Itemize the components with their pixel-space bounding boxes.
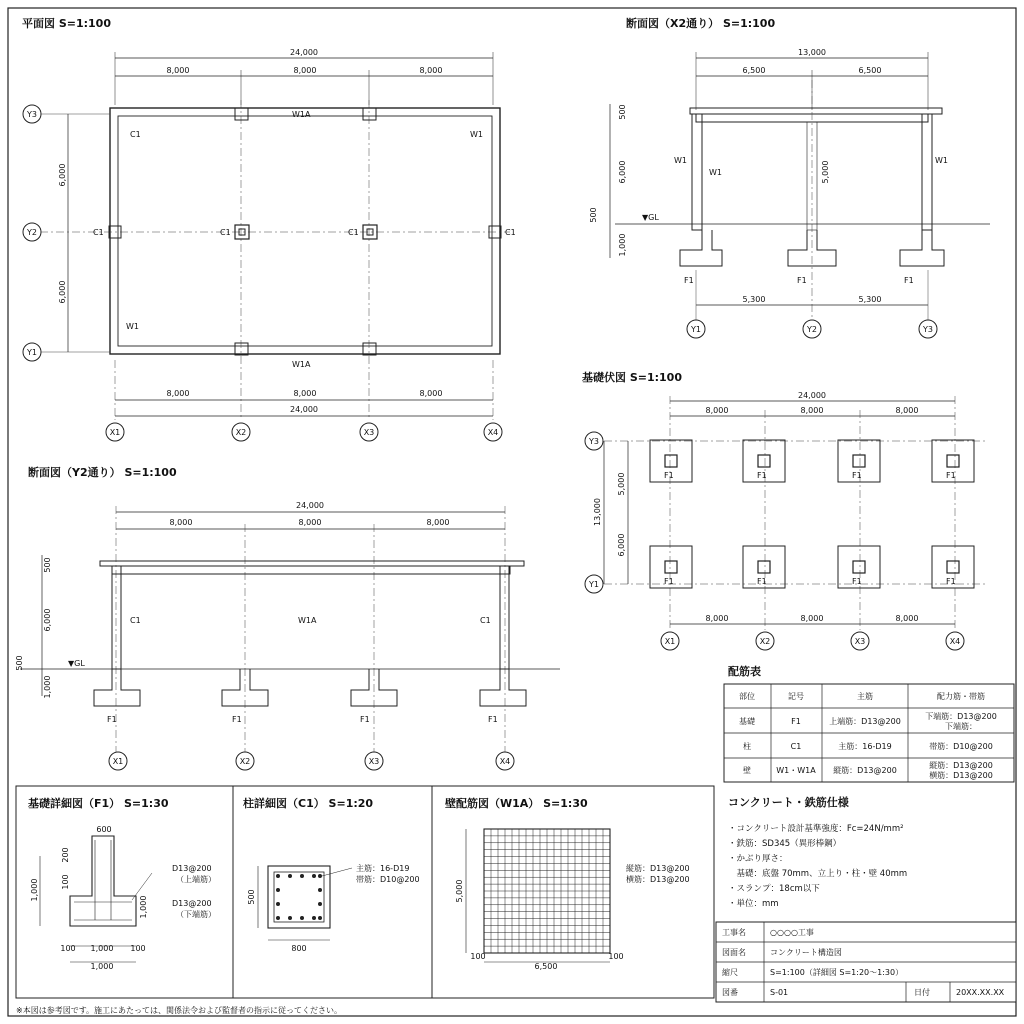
plan-span-bot-1: 8,000: [166, 389, 190, 398]
secx2-span-2: 6,500: [858, 66, 882, 75]
fp-f1-b: F1: [757, 471, 767, 480]
plan-w1-label-left: W1: [126, 322, 139, 331]
secx2-total: 13,000: [798, 48, 826, 57]
tb-date-key: 日付: [914, 988, 930, 997]
plan-span-top-2: 8,000: [293, 66, 317, 75]
w1a-edge-left: 100: [470, 952, 486, 961]
plan-axis-x1: X1: [109, 428, 121, 437]
secx2-f1-a: F1: [684, 276, 694, 285]
plan-ydim-1: 6,000: [58, 163, 67, 187]
secy2-c1-left: C1: [130, 616, 141, 625]
fp-span-top-3: 8,000: [895, 406, 919, 415]
f1-lower-2: （下端筋）: [176, 910, 216, 919]
rebar-r3-mark: W1・W1A: [776, 766, 816, 775]
plan-axis-x2: X2: [235, 428, 247, 437]
plan-span-top-1: 8,000: [166, 66, 190, 75]
tb-date-val: 20XX.XX.XX: [956, 988, 1005, 997]
secy2-vdim-3: 500: [15, 655, 24, 671]
secy2-axis-x4: X4: [499, 757, 511, 766]
fp-span-bot-2: 8,000: [800, 614, 824, 623]
plan-c1-left: C1: [93, 228, 104, 237]
plan-axis-y2: Y2: [27, 228, 37, 237]
tb-val-3: S=1:100（詳細図 S=1:20〜1:30）: [770, 968, 904, 977]
fp-f1-g: F1: [852, 577, 862, 586]
fp-ydim-2: 6,000: [617, 533, 626, 557]
secx2-w1-left: W1: [674, 156, 687, 165]
fp-span-top-2: 8,000: [800, 406, 824, 415]
c1-title: 柱詳細図（C1） S=1:20: [243, 797, 374, 810]
secx2-f1-b: F1: [797, 276, 807, 285]
secx2-f1-c: F1: [904, 276, 914, 285]
fp-axis-y3: Y3: [589, 437, 599, 446]
secx2-vdim-3: 500: [589, 207, 598, 223]
rebar-r2-dist: 帯筋：D10@200: [929, 742, 993, 751]
spec-line-2: ・鉄筋：SD345（異形棒鋼）: [728, 839, 842, 849]
fp-title: 基礎伏図 S=1:100: [582, 371, 682, 384]
f1-bottom-3: 100: [130, 944, 146, 953]
plan-w1-label-right: W1: [470, 130, 483, 139]
rebar-h-mark: 記号: [788, 692, 804, 701]
rebar-r1-part: 基礎: [739, 717, 755, 726]
tb-key-3: 縮尺: [722, 968, 738, 977]
spec-line-1: ・コンクリート設計基準強度：Fc=24N/mm²: [728, 824, 904, 834]
secx2-vdim-1: 500: [618, 104, 627, 120]
rebar-r1-mark: F1: [791, 717, 801, 726]
secy2-span-3: 8,000: [426, 518, 450, 527]
detail-f1: [28, 796, 216, 971]
plan-axis-y3: Y3: [27, 110, 37, 119]
f1-height: 1,000: [30, 878, 39, 902]
fp-ydim-1: 5,000: [617, 472, 626, 496]
fp-span-top-1: 8,000: [705, 406, 729, 415]
spec-line-4: 基礎：底盤 70mm、立上り・柱・壁 40mm: [728, 869, 908, 879]
plan-outer-wall: [110, 108, 500, 354]
footer-note: ※本図は参考図です。施工にあたっては、関係法令および監督者の指示に従ってください。: [16, 1006, 343, 1015]
plan-axis-x4: X4: [487, 428, 499, 437]
title-block: [716, 922, 1016, 1002]
plan-c1-right: C1: [505, 228, 516, 237]
secy2-f1-a: F1: [107, 715, 117, 724]
w1a-height: 5,000: [455, 879, 464, 903]
rebar-r1-main: 上端筋：D13@200: [829, 717, 901, 726]
fp-axis-x2: X2: [759, 637, 771, 646]
tb-key-4: 図番: [722, 988, 738, 997]
plan-w1a-top: W1A: [292, 110, 311, 119]
fp-f1-a: F1: [664, 471, 674, 480]
secy2-vdim-2: 6,000: [43, 608, 52, 632]
section-x2: [589, 16, 990, 338]
w1a-vertical: 縦筋：D13@200: [626, 864, 690, 873]
secx2-vdim-2: 6,000: [618, 160, 627, 184]
fp-axis-x4: X4: [949, 637, 961, 646]
spec-title: コンクリート・鉄筋仕様: [728, 796, 849, 809]
f1-bottom-2: 1,000: [90, 944, 114, 953]
secy2-f1-b: F1: [232, 715, 242, 724]
plan-total-bot: 24,000: [290, 405, 318, 414]
plan-total-top: 24,000: [290, 48, 318, 57]
plan-span-bot-3: 8,000: [419, 389, 443, 398]
section-y2: [15, 465, 560, 770]
rebar-r3-part: 壁: [743, 766, 751, 775]
fp-f1-f: F1: [757, 577, 767, 586]
secx2-lower-1: 5,300: [742, 295, 766, 304]
fp-f1-c: F1: [852, 471, 862, 480]
secy2-f1-d: F1: [488, 715, 498, 724]
tb-val-2: コンクリート構造図: [770, 948, 842, 957]
secy2-gl: ▼GL: [68, 659, 85, 668]
spec-line-5: ・スランプ：18cm以下: [728, 884, 820, 894]
rebar-r3-dist-a: 縦筋：D13@200: [929, 761, 993, 770]
secx2-title: 断面図（X2通り） S=1:100: [626, 17, 776, 30]
tb-val-4: S-01: [770, 988, 789, 997]
secy2-c1-right: C1: [480, 616, 491, 625]
plan-c1-mid1: C1: [220, 228, 231, 237]
secx2-span-1: 6,500: [742, 66, 766, 75]
fp-f1-d: F1: [946, 471, 956, 480]
secy2-w1a: W1A: [298, 616, 317, 625]
rebar-r2-part: 柱: [743, 742, 751, 751]
tb-key-1: 工事名: [722, 928, 746, 937]
fp-span-bot-1: 8,000: [705, 614, 729, 623]
secy2-f1-c: F1: [360, 715, 370, 724]
secy2-axis-x3: X3: [368, 757, 380, 766]
secy2-axis-x1: X1: [112, 757, 124, 766]
f1-small-3: 1,000: [139, 895, 148, 919]
plan-span-bot-2: 8,000: [293, 389, 317, 398]
rebar-h-dist: 配力筋・帯筋: [937, 692, 985, 701]
plan-axis-y1: Y1: [27, 348, 37, 357]
plan-ydim-2: 6,000: [58, 280, 67, 304]
foundation-plan: [582, 370, 985, 650]
fp-axis-x1: X1: [664, 637, 676, 646]
secx2-axis-y3: Y3: [923, 325, 933, 334]
secx2-axis-y1: Y1: [691, 325, 701, 334]
fp-f1-h: F1: [946, 577, 956, 586]
fp-axis-y1: Y1: [589, 580, 599, 589]
rebar-r3-dist-b: 横筋：D13@200: [929, 771, 993, 780]
detail-w1a: [445, 796, 690, 971]
f1-total: 1,000: [90, 962, 114, 971]
rebar-table: [724, 664, 1014, 782]
w1a-title: 壁配筋図（W1A） S=1:30: [445, 797, 588, 810]
f1-upper-1: D13@200: [172, 864, 212, 873]
secx2-w1-right: W1: [935, 156, 948, 165]
detail-c1: [243, 796, 420, 953]
plan-inner-wall: [118, 116, 492, 346]
secy2-span-2: 8,000: [298, 518, 322, 527]
fp-span-bot-3: 8,000: [895, 614, 919, 623]
fp-total: 24,000: [798, 391, 826, 400]
secx2-axis-y2: Y2: [807, 325, 817, 334]
rebar-h-main: 主筋: [857, 692, 873, 701]
rebar-r2-mark: C1: [790, 742, 802, 751]
f1-bottom-1: 100: [60, 944, 76, 953]
detail-panel-frame: [16, 786, 714, 998]
spec-line-6: ・単位：mm: [728, 899, 779, 909]
plan-view: [22, 16, 516, 441]
c1-main: 主筋：16-D19: [356, 864, 410, 873]
secx2-vdim-4: 1,000: [618, 233, 627, 257]
plan-c1-label: C1: [130, 130, 141, 139]
secy2-total: 24,000: [296, 501, 324, 510]
secx2-lower-2: 5,300: [858, 295, 882, 304]
plan-c1-mid2: C1: [348, 228, 359, 237]
tb-key-2: 図面名: [722, 948, 746, 957]
rebar-h-part: 部位: [739, 692, 755, 701]
w1a-horizontal: 横筋：D13@200: [626, 875, 690, 884]
c1-height: 500: [247, 889, 256, 905]
rebar-r2-main: 主筋：16-D19: [838, 742, 892, 751]
secx2-gl: ▼GL: [642, 213, 659, 222]
plan-span-top-3: 8,000: [419, 66, 443, 75]
fp-ydim-total: 13,000: [593, 498, 602, 526]
rebar-r3-main: 縦筋：D13@200: [833, 766, 897, 775]
f1-upper-2: （上端筋）: [176, 875, 216, 884]
plan-axis-x3: X3: [363, 428, 375, 437]
plan-title: 平面図 S=1:100: [22, 17, 111, 30]
plan-w1a-bottom: W1A: [292, 360, 311, 369]
secy2-axis-x2: X2: [239, 757, 251, 766]
f1-lower-1: D13@200: [172, 899, 212, 908]
c1-hoop: 帯筋：D10@200: [356, 875, 420, 884]
secy2-vdim-1: 500: [43, 557, 52, 573]
f1-small-2: 100: [61, 874, 70, 890]
f1-top: 600: [96, 825, 112, 834]
f1-title: 基礎詳細図（F1） S=1:30: [28, 797, 169, 810]
spec-line-3: ・かぶり厚さ：: [728, 854, 788, 864]
secy2-span-1: 8,000: [169, 518, 193, 527]
c1-width: 800: [291, 944, 307, 953]
w1a-edge-right: 100: [608, 952, 624, 961]
rebar-r1-dist-a: 下端筋：D13@200: [925, 712, 997, 721]
concrete-spec: [728, 795, 907, 909]
secx2-w1-inner: W1: [709, 168, 722, 177]
secx2-height: 5,000: [821, 160, 830, 184]
rebar-table-title: 配筋表: [728, 665, 761, 678]
w1a-width: 6,500: [534, 962, 558, 971]
fp-axis-x3: X3: [854, 637, 866, 646]
f1-small-1: 200: [61, 847, 70, 863]
secy2-title: 断面図（Y2通り） S=1:100: [28, 466, 177, 479]
rebar-r1-dist-b: 下端筋：: [945, 722, 977, 731]
secy2-vdim-4: 1,000: [43, 675, 52, 699]
tb-val-1: ○○○○工事: [770, 928, 814, 937]
fp-f1-e: F1: [664, 577, 674, 586]
